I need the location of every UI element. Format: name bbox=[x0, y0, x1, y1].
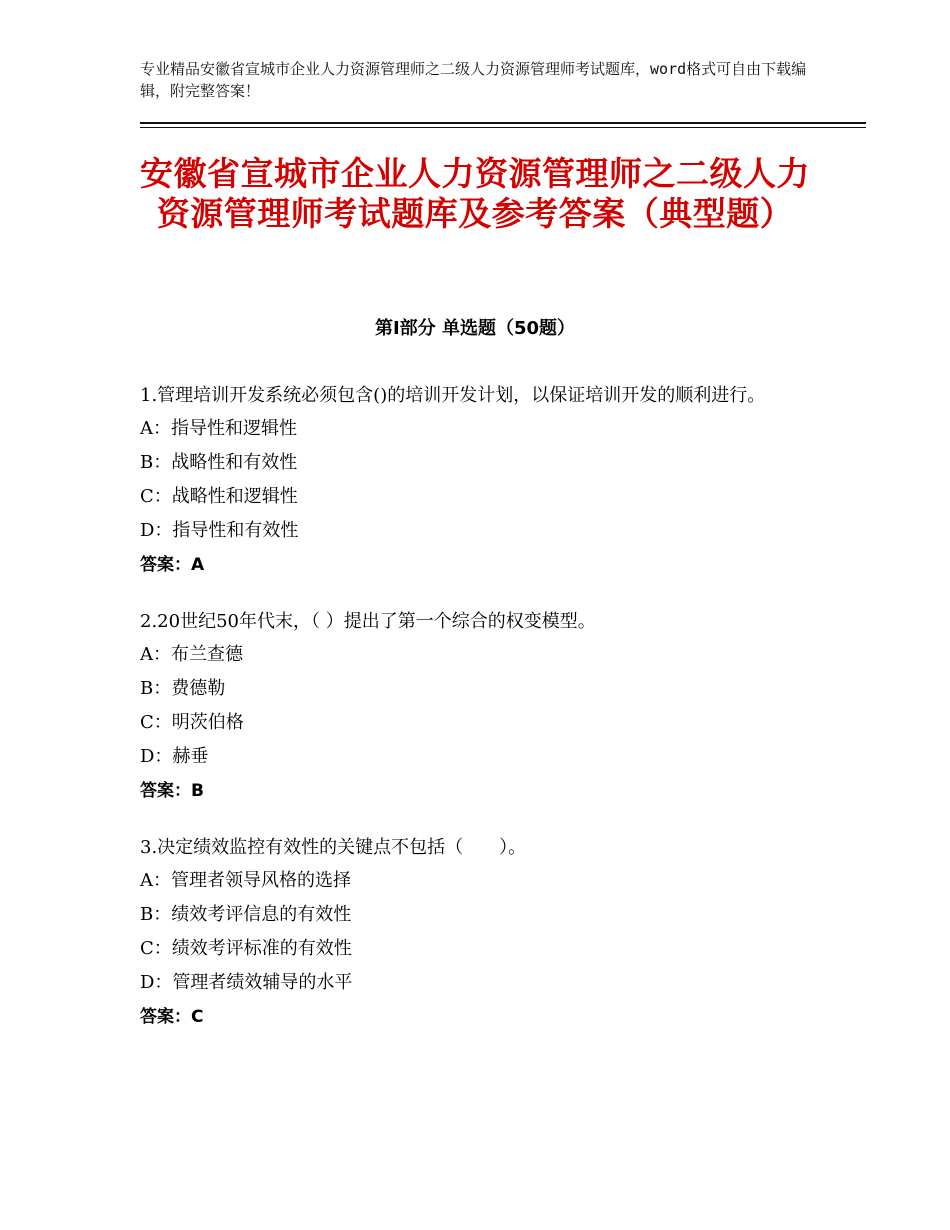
question-3 bbox=[140, 832, 820, 1034]
option-b: B：战略性和有效性 bbox=[140, 452, 298, 473]
option-d: D：指导性和有效性 bbox=[140, 520, 299, 541]
answer-label: 答案：C bbox=[140, 1007, 204, 1027]
question-1 bbox=[140, 380, 820, 582]
question-stem: 3.决定绩效监控有效性的关键点不包括（ ）。 bbox=[140, 837, 527, 858]
question-2 bbox=[140, 606, 820, 808]
header-rule-thick bbox=[140, 122, 866, 124]
option-a: A：管理者领导风格的选择 bbox=[140, 870, 351, 891]
header-rule-thin bbox=[140, 127, 866, 128]
answer-label: 答案：B bbox=[140, 781, 204, 801]
option-c: C：绩效考评标准的有效性 bbox=[140, 938, 352, 959]
option-b: B：绩效考评信息的有效性 bbox=[140, 904, 352, 925]
question-stem: 2.20世纪50年代末，（ ）提出了第一个综合的权变模型。 bbox=[140, 611, 596, 632]
document-title: 安徽省宣城市企业人力资源管理师之二级人力资源管理师考试题库及参考答案（典型题） bbox=[140, 154, 810, 233]
question-list bbox=[140, 380, 820, 1034]
option-c: C：战略性和逻辑性 bbox=[140, 486, 298, 507]
option-c: C：明茨伯格 bbox=[140, 712, 244, 733]
option-d: D：赫垂 bbox=[140, 746, 209, 767]
section-heading: 第Ⅰ部分 单选题（50题） bbox=[374, 318, 575, 339]
answer-label: 答案：A bbox=[140, 555, 205, 575]
option-a: A：布兰查德 bbox=[140, 644, 243, 665]
option-b: B：费德勒 bbox=[140, 678, 226, 699]
question-stem: 1.管理培训开发系统必须包含()的培训开发计划，以保证培训开发的顺利进行。 bbox=[140, 385, 766, 406]
option-d: D：管理者绩效辅导的水平 bbox=[140, 972, 353, 993]
option-a: A：指导性和逻辑性 bbox=[140, 418, 297, 439]
header-note: 专业精品安徽省宣城市企业人力资源管理师之二级人力资源管理师考试题库，word格式可自由下载编辑，附完整答案！ bbox=[140, 60, 807, 100]
